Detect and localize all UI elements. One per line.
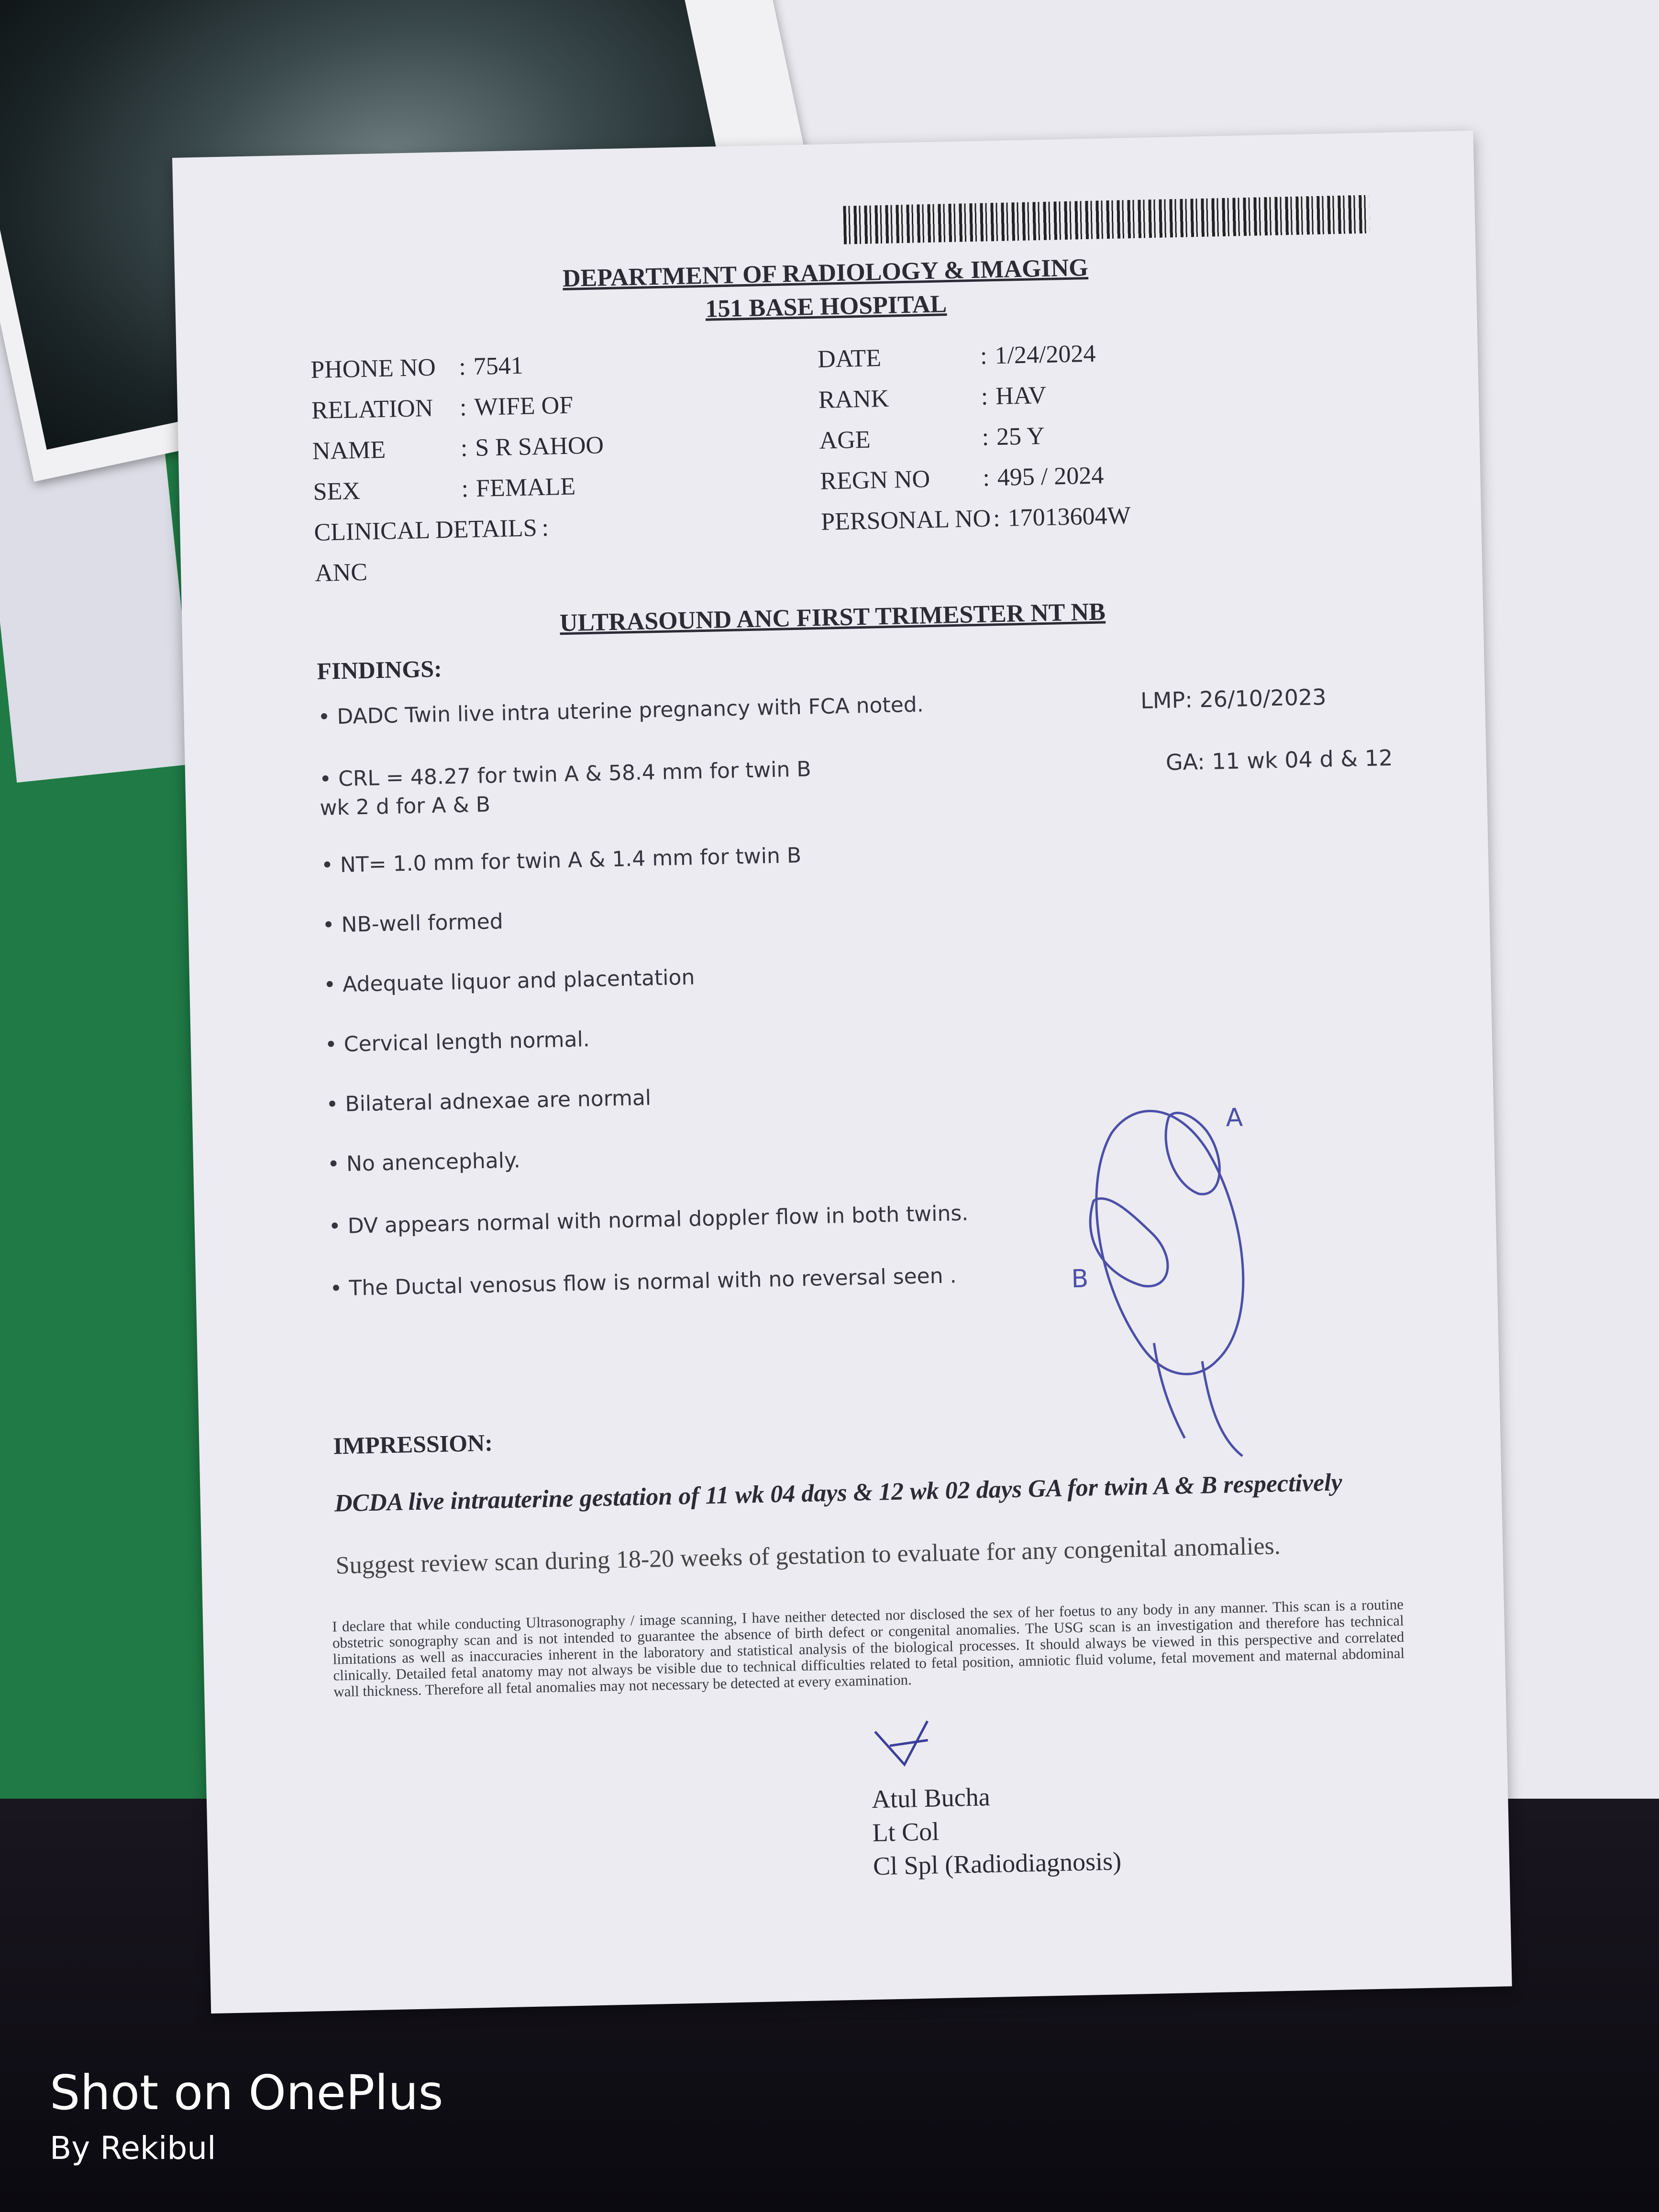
crl-continuation: wk 2 d for A & B (320, 792, 491, 820)
personal-label: PERSONAL NO (820, 505, 991, 536)
age-label: AGE (819, 426, 871, 454)
clinical-field: CLINICAL DETAILS : (313, 514, 549, 546)
date-label: DATE (817, 344, 882, 373)
finding-item: • DV appears normal with normal doppler flow in both twins. (328, 1201, 969, 1239)
regn-label: REGN NO (819, 465, 930, 495)
finding-item: • Adequate liquor and placentation (323, 965, 695, 997)
finding-item: • NT= 1.0 mm for twin A & 1.4 mm for twin B (321, 843, 802, 878)
age-field: AGE : 25 Y (819, 422, 1045, 454)
rank-label: RANK (818, 385, 889, 414)
phone-label: PHONE NO (310, 354, 436, 384)
hospital-heading: 151 BASE HOSPITAL (705, 290, 947, 323)
date-value: 1/24/2024 (994, 340, 1096, 370)
signature-mark (870, 1716, 948, 1775)
report-title: ULTRASOUND ANC FIRST TRIMESTER NT NB (559, 598, 1106, 637)
relation-label: RELATION (311, 394, 433, 425)
phone-field: PHONE NO : 7541 (310, 352, 524, 384)
rank-field: RANK : HAV (818, 381, 1047, 414)
clinical-label: CLINICAL DETAILS (313, 514, 538, 546)
personal-value: 17013604W (1007, 502, 1131, 532)
camera-watermark: Shot on OnePlus (50, 2065, 443, 2121)
signatory-name: Atul Bucha (871, 1782, 991, 1814)
finding-item: • Cervical length normal. (324, 1027, 590, 1057)
relation-value: WIFE OF (474, 391, 574, 421)
hand-sketch-twins (1053, 1071, 1348, 1469)
clinical-value: ANC (314, 558, 368, 587)
sex-value: FEMALE (476, 473, 576, 502)
rank-value: HAV (995, 381, 1047, 410)
suggestion-text: Suggest review scan during 18-20 weeks of gestation to evaluate for any congenital anomalies. (335, 1532, 1281, 1580)
report-sheet (172, 131, 1512, 2013)
regn-field: REGN NO : 495 / 2024 (819, 462, 1104, 495)
date-field: DATE : 1/24/2024 (817, 340, 1096, 373)
age-value: 25 Y (996, 422, 1045, 451)
disclaimer-text: I declare that while conducting Ultrasonography / image scanning, I have neither detected nor disclosed the sex of her foetus to any body in any manner. This scan is a routine obstetric sonography scan and is not intended to guarantee the absence of birth defect or congenital anomalies. The USG scan is an investigation and therefore has technical limitations as well as inaccuracies inherent in the laboratory and statistical analysis of the biological processes. It should always be viewed in this perspective and correlated clinically. Detailed fetal anatomy may not always be visible due to technical difficulties related to fetal position, amniotic fluid volume, fetal movement and maternal abdominal wall thickness. Therefore all fetal anomalies may not necessary be detected at every examination. (332, 1595, 1405, 1700)
ga-text: GA: 11 wk 04 d & 12 (1165, 744, 1393, 775)
relation-field: RELATION : WIFE OF (311, 391, 574, 425)
sketch-label-a: A (1225, 1103, 1243, 1133)
findings-heading: FINDINGS: (316, 655, 442, 685)
regn-value: 495 / 2024 (997, 462, 1104, 492)
barcode (843, 195, 1370, 244)
name-value: S R SAHOO (475, 431, 604, 462)
personal-field: PERSONAL NO: 17013604W (820, 502, 1131, 536)
impression-heading: IMPRESSION: (332, 1429, 493, 1460)
name-field: NAME : S R SAHOO (312, 431, 604, 465)
finding-item: • NB-well formed (322, 909, 504, 938)
department-heading: DEPARTMENT OF RADIOLOGY & IMAGING (562, 254, 1089, 292)
finding-item: • No anencephaly. (327, 1148, 521, 1177)
finding-item: • CRL = 48.27 for twin A & 58.4 mm for twin B (319, 757, 812, 792)
camera-watermark-author: By Rekibul (50, 2130, 216, 2167)
impression-text: DCDA live intrauterine gestation of 11 wk 04 days & 12 wk 02 days GA for twin A & B respectively (334, 1469, 1343, 1517)
sex-field: SEX : FEMALE (313, 473, 576, 506)
finding-item: • DADC Twin live intra uterine pregnancy with FCA noted. (318, 692, 924, 730)
finding-item: • The Ductal venosus flow is normal with no reversal seen . (330, 1263, 957, 1301)
signatory-rank: Lt Col (872, 1817, 940, 1847)
phone-value: 7541 (473, 352, 524, 380)
sketch-label-b: B (1071, 1264, 1089, 1294)
sex-label: SEX (313, 477, 361, 506)
lmp-text: LMP: 26/10/2023 (1140, 684, 1327, 714)
finding-item: • Bilateral adnexae are normal (325, 1085, 652, 1117)
name-label: NAME (312, 436, 386, 465)
signatory-designation: Cl Spl (Radiodiagnosis) (873, 1847, 1122, 1881)
